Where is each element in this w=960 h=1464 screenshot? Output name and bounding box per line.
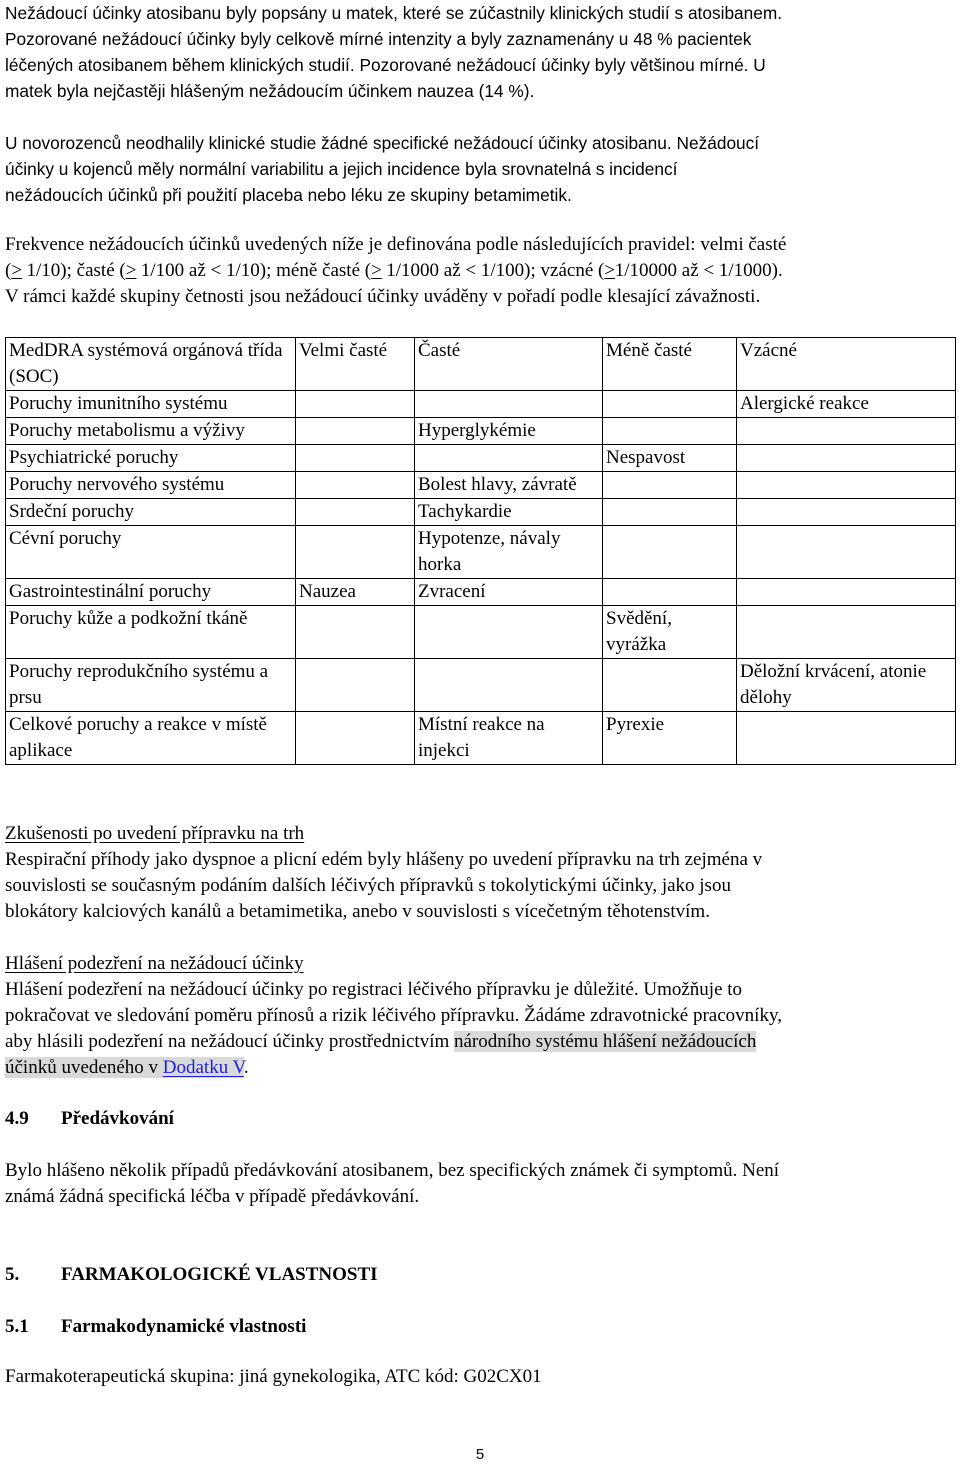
table-cell	[296, 418, 415, 445]
page-number: 5	[475, 1446, 485, 1463]
table-row	[6, 499, 956, 526]
table-cell	[737, 472, 956, 499]
soc-cell: Gastrointestinální poruchy	[6, 579, 296, 606]
table-cell	[296, 391, 415, 418]
table-cell	[296, 499, 415, 526]
intro-paragraph-2	[5, 130, 955, 208]
table-row	[6, 391, 956, 418]
table-cell	[296, 526, 415, 579]
table-row	[6, 712, 956, 765]
table-cell: Bolest hlavy, závratě	[415, 472, 603, 499]
soc-cell: Poruchy imunitního systému	[6, 391, 296, 418]
text-fragment: .	[243, 1057, 249, 1078]
text-line: Pozorované nežádoucí účinky byly celkově mírné intenzity a byly zaznamenány u 48 % pacientek	[5, 29, 752, 49]
text-line: Hlášení podezření na nežádoucí účinky po registraci léčivého přípravku je důležité. Umožňuje to	[5, 979, 743, 1000]
table-cell	[296, 606, 415, 659]
section-number: 5.	[5, 1264, 20, 1285]
table-cell	[603, 418, 737, 445]
table-cell	[603, 499, 737, 526]
table-row	[6, 418, 956, 445]
section-title: FARMAKOLOGICKÉ VLASTNOSTI	[61, 1264, 378, 1285]
text-line: léčených atosibanem během klinických studií. Pozorované nežádoucí účinky byly většinou mírné. U	[5, 55, 766, 75]
dodatek-v-link[interactable]: Dodatku V	[162, 1057, 244, 1078]
section-number: 4.9	[5, 1108, 29, 1129]
table-row	[6, 606, 956, 659]
text-line: účinky u kojenců měly normální variabilitu a jejich incidence byla srovnatelná s incidencí	[5, 159, 678, 179]
text-line: U novorozenců neodhalily klinické studie žádné specifické nežádoucí účinky atosibanu. Nežádoucí	[5, 133, 760, 153]
text-line: Bylo hlášeno několik případů předávkování atosibanem, bez specifických známek či symptomů. Není	[5, 1160, 780, 1181]
table-header-cell: Časté	[415, 338, 603, 391]
section-title: Předávkování	[61, 1108, 174, 1129]
greater-equal-symbol	[11, 258, 21, 284]
table-cell: Hyperglykémie	[415, 418, 603, 445]
section-5-1-heading	[5, 1314, 955, 1340]
table-header-row	[6, 338, 956, 391]
text-line	[5, 1029, 955, 1055]
table-cell	[415, 445, 603, 472]
table-cell: Tachykardie	[415, 499, 603, 526]
text-line: matek byla nejčastěji hlášeným nežádoucím účinkem nauzea (14 %).	[5, 81, 535, 101]
soc-cell: Srdeční poruchy	[6, 499, 296, 526]
table-cell: Svědění, vyrážka	[603, 606, 737, 659]
section-4-9-body	[5, 1158, 955, 1210]
soc-cell: Poruchy metabolismu a výživy	[6, 418, 296, 445]
table-cell	[603, 472, 737, 499]
reporting-section	[5, 951, 955, 1081]
table-cell: Děložní krvácení, atonie dělohy	[737, 659, 956, 712]
text-fragment: 1/10000 až < 1/1000).	[614, 260, 783, 281]
section-4-9-heading	[5, 1106, 955, 1132]
intro-paragraph-1	[5, 0, 955, 104]
table-cell	[737, 418, 956, 445]
text-line: známá žádná specifická léčba v případě předávkování.	[5, 1186, 420, 1207]
greater-equal-symbol	[604, 258, 614, 284]
soc-cell: Psychiatrické poruchy	[6, 445, 296, 472]
highlighted-text: národního systému hlášení nežádoucích	[454, 1031, 757, 1052]
section-number: 5.1	[5, 1316, 29, 1337]
table-cell: Nespavost	[603, 445, 737, 472]
table-cell	[296, 445, 415, 472]
table-cell	[415, 606, 603, 659]
table-row	[6, 472, 956, 499]
text-line: blokátory kalciových kanálů a betamimetika, anebo v souvislosti s vícečetným těhotenstvím.	[5, 901, 710, 922]
text-line: Farmakoterapeutická skupina: jiná gynekologika, ATC kód: G02CX01	[5, 1366, 542, 1387]
postmarketing-section	[5, 821, 955, 925]
text-line: Frekvence nežádoucích účinků uvedených níže je definována podle následujících pravidel: velmi časté	[5, 234, 787, 255]
table-cell: Nauzea	[296, 579, 415, 606]
text-line	[5, 258, 955, 284]
text-fragment: 1/1000 až < 1/100); vzácné (	[381, 260, 605, 281]
soc-cell: Poruchy reprodukčního systému a prsu	[6, 659, 296, 712]
table-cell: Alergické reakce	[737, 391, 956, 418]
section-subheading: Hlášení podezření na nežádoucí účinky	[5, 953, 304, 974]
text-fragment: 1/100 až < 1/10); méně časté (	[136, 260, 372, 281]
frequency-paragraph	[5, 232, 955, 310]
soc-cell: Poruchy kůže a podkožní tkáně	[6, 606, 296, 659]
table-row	[6, 526, 956, 579]
table-cell: Místní reakce na injekci	[415, 712, 603, 765]
text-line: pokračovat ve sledování poměru přínosů a rizik léčivého přípravku. Žádáme zdravotnické pracovníky,	[5, 1005, 782, 1026]
table-cell: Pyrexie	[603, 712, 737, 765]
table-cell	[296, 659, 415, 712]
soc-cell: Celkové poruchy a reakce v místě aplikace	[6, 712, 296, 765]
table-cell: Hypotenze, návaly horka	[415, 526, 603, 579]
text-fragment: (	[5, 260, 12, 281]
pharmacotherapeutic-group	[5, 1364, 955, 1390]
table-header-cell: Velmi časté	[296, 338, 415, 391]
table-cell	[737, 712, 956, 765]
table-header-cell: Méně časté	[603, 338, 737, 391]
highlighted-text: účinků uvedeného v	[5, 1057, 163, 1078]
table-row	[6, 659, 956, 712]
greater-equal-symbol	[126, 258, 136, 284]
text-line: Respirační příhody jako dyspnoe a plicní edém byly hlášeny po uvedení přípravku na trh zejména v	[5, 849, 763, 870]
table-cell	[737, 499, 956, 526]
text-line: souvislosti se současným podáním dalších léčivých přípravků s tokolytickými účinky, jako jsou	[5, 875, 731, 896]
table-row	[6, 579, 956, 606]
greater-equal-symbol	[371, 258, 381, 284]
soc-cell: Poruchy nervového systému	[6, 472, 296, 499]
table-cell	[603, 659, 737, 712]
text-fragment: aby hlásili podezření na nežádoucí účinky prostřednictvím	[5, 1031, 454, 1052]
table-cell	[737, 526, 956, 579]
table-header-cell: Vzácné	[737, 338, 956, 391]
table-cell	[737, 445, 956, 472]
table-row	[6, 445, 956, 472]
table-cell	[415, 659, 603, 712]
table-cell	[603, 526, 737, 579]
table-cell	[603, 391, 737, 418]
table-cell	[603, 579, 737, 606]
table-cell	[737, 579, 956, 606]
table-cell	[737, 606, 956, 659]
table-cell	[296, 472, 415, 499]
adverse-effects-table	[5, 337, 956, 765]
table-cell	[296, 712, 415, 765]
table-header-cell: MedDRA systémová orgánová třída (SOC)	[6, 338, 296, 391]
section-title: Farmakodynamické vlastnosti	[61, 1316, 307, 1337]
table-cell	[415, 391, 603, 418]
section-subheading: Zkušenosti po uvedení přípravku na trh	[5, 823, 305, 844]
text-line: Nežádoucí účinky atosibanu byly popsány u matek, které se zúčastnily klinických studií s atosibanem.	[5, 3, 783, 23]
table-cell: Zvracení	[415, 579, 603, 606]
text-line	[5, 1055, 955, 1081]
text-line: nežádoucích účinků při použití placeba nebo léku ze skupiny betamimetik.	[5, 185, 572, 205]
soc-cell: Cévní poruchy	[6, 526, 296, 579]
text-fragment: 1/10); časté (	[21, 260, 126, 281]
section-5-heading	[5, 1262, 955, 1288]
text-line: V rámci každé skupiny četnosti jsou nežádoucí účinky uváděny v pořadí podle klesající závažnosti.	[5, 286, 761, 307]
